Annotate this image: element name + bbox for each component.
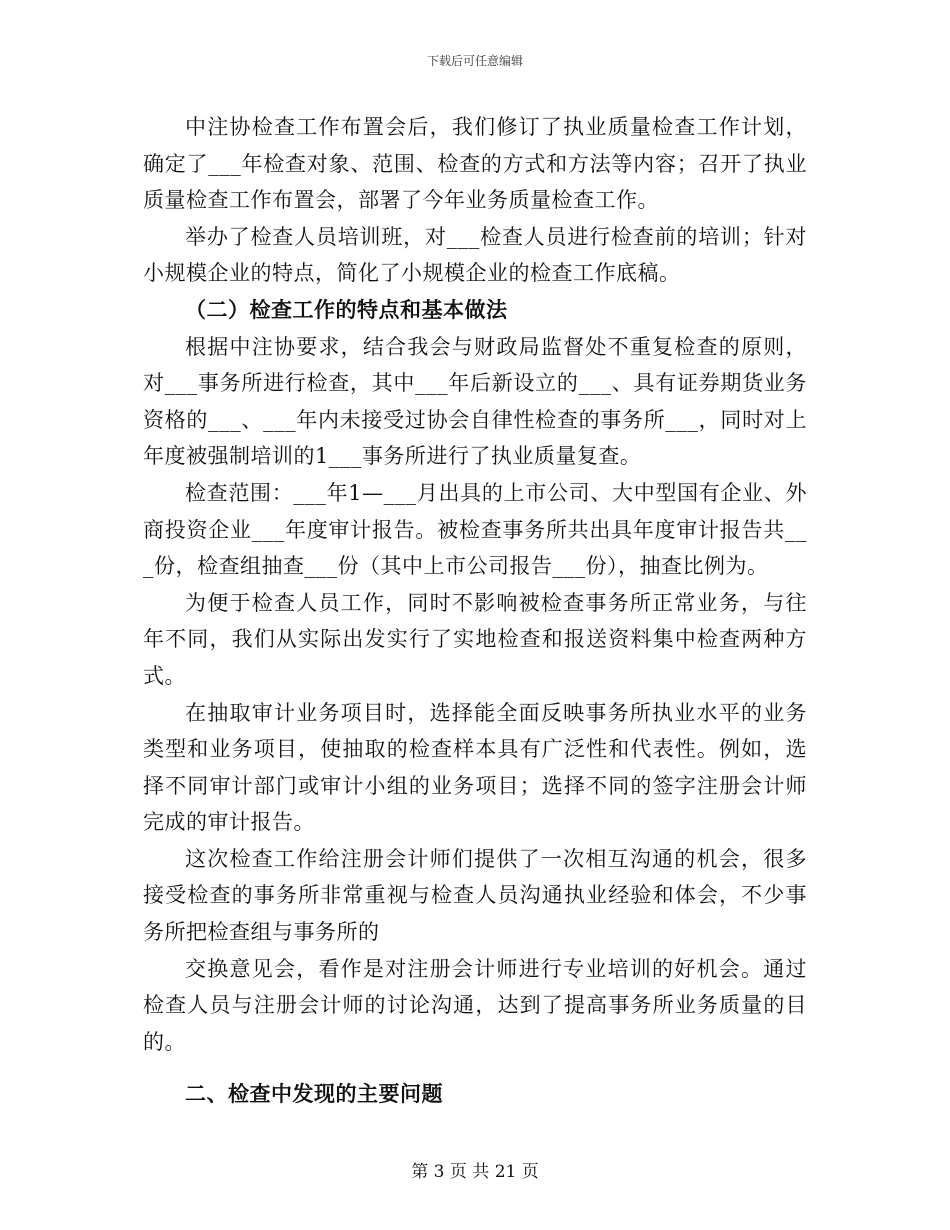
paragraph-1: 中注协检查工作布置会后，我们修订了执业质量检查工作计划，确定了___年检查对象、范围、检查的方式和方法等内容；召开了执业质量检查工作布置会，部署了今年业务质量检查工作。 <box>143 115 807 213</box>
paragraph-6: 在抽取审计业务项目时，选择能全面反映事务所执业水平的业务类型和业务项目，使抽取的检查样本具有广泛性和代表性。例如，选择不同审计部门或审计小组的业务项目；选择不同的签字注册会计师完成的审计报告。 <box>143 700 807 835</box>
section-heading-2: （二）检查工作的特点和基本做法 <box>185 296 508 322</box>
paragraph-8: 交换意见会，看作是对注册会计师进行专业培训的好机会。通过检查人员与注册会计师的讨论沟通，达到了提高事务所业务质量的目的。 <box>143 956 807 1054</box>
chapter-heading-2: 二、检查中发现的主要问题 <box>185 1081 443 1107</box>
page-header-note: 下载后可任意编辑 <box>426 54 523 68</box>
paragraph-5: 为便于检查人员工作，同时不影响被检查事务所正常业务，与往年不同，我们从实际出发实行了实地检查和报送资料集中检查两种方式。 <box>143 590 807 688</box>
document-body <box>143 109 807 1113</box>
paragraph-3: 根据中注协要求，结合我会与财政局监督处不重复检查的原则，对___事务所进行检查，其中___年后新设立的___、具有证券期货业务资格的___、___年内未接受过协会自律性检查的事务所___，同时对上年度被强制培训的1___事务所进行了执业质量复查。 <box>143 334 807 469</box>
paragraph-2: 举办了检查人员培训班，对___检查人员进行检查前的培训；针对小规模企业的特点，简化了小规模企业的检查工作底稿。 <box>143 224 807 286</box>
page-number: 第 3 页 共 21 页 <box>411 1162 539 1182</box>
paragraph-7: 这次检查工作给注册会计师们提供了一次相互沟通的机会，很多接受检查的事务所非常重视与检查人员沟通执业经验和体会，不少事务所把检查组与事务所的 <box>143 846 807 945</box>
paragraph-4: 检查范围：___年1—___月出具的上市公司、大中型国有企业、外商投资企业___年度审计报告。被检查事务所共出具年度审计报告共___份，检查组抽查___份（其中上市公司报告___份），抽查比例为。 <box>143 480 807 579</box>
